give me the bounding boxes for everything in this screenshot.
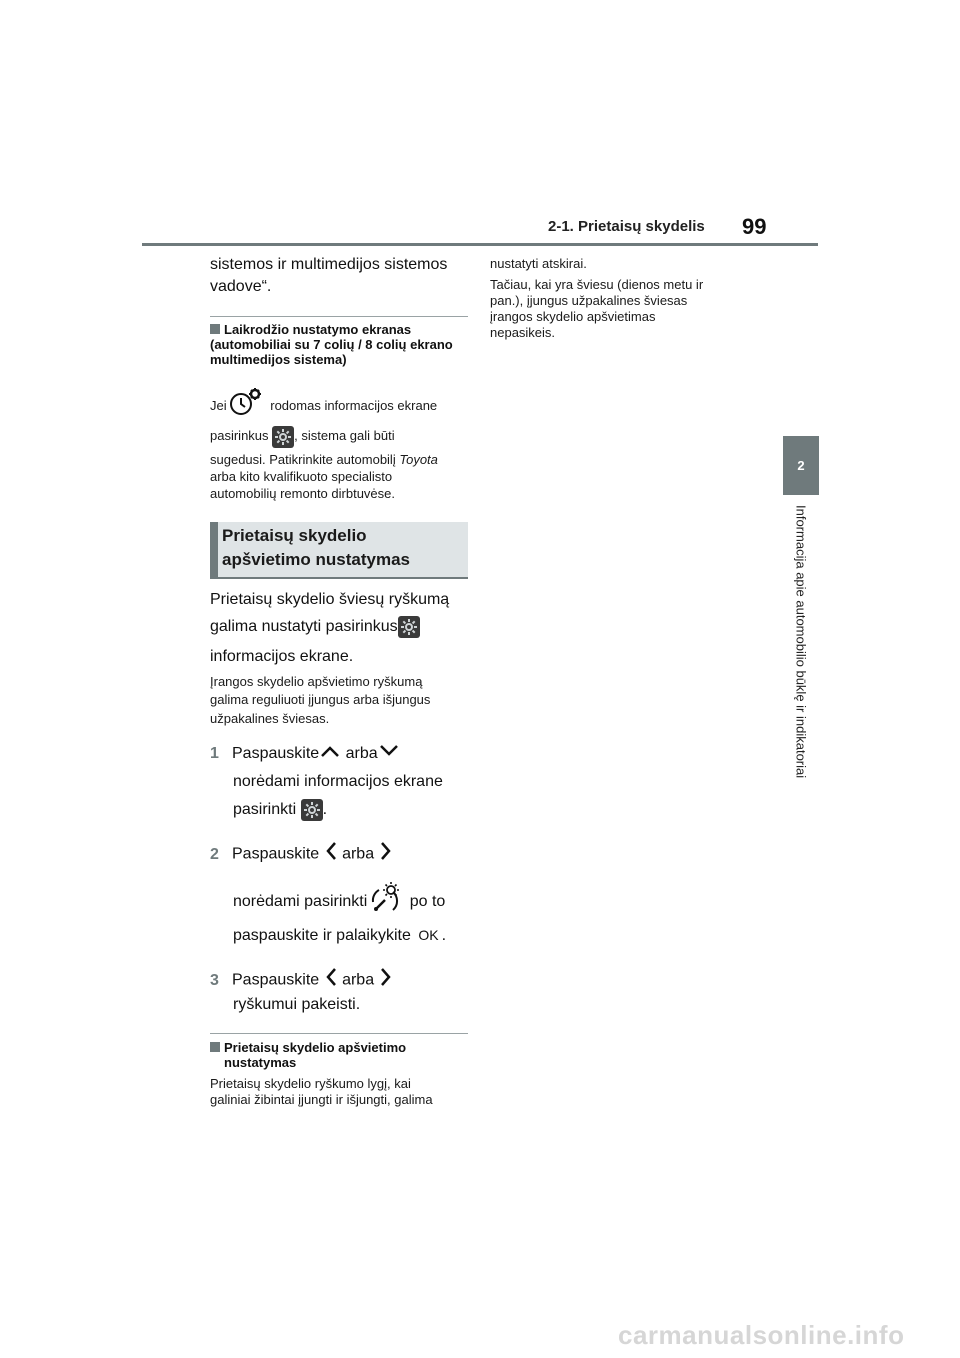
dim-heading xyxy=(210,1040,468,1070)
step-text: Paspauskite xyxy=(232,845,320,863)
chevron-left-icon xyxy=(324,840,338,869)
section-title-line-1: Prietaisų skydelio xyxy=(222,526,367,545)
clock-para-text: rodomas informacijos ekrane xyxy=(270,397,438,413)
clock-para-line-4: arba kito kvalifikuoto specialisto xyxy=(210,469,393,484)
page-number: 99 xyxy=(742,214,767,239)
body-line-1: Prietaisų skydelio šviesų ryškumą xyxy=(210,591,450,608)
clock-heading xyxy=(210,322,468,367)
ok-button-label: OK xyxy=(418,927,439,943)
intro-line-1: sistemos ir multimedijos sistemos xyxy=(210,256,448,273)
section-title-bar xyxy=(210,522,218,579)
step-2-line-3 xyxy=(233,924,473,947)
chevron-up-icon xyxy=(319,743,341,765)
step-2-line-2 xyxy=(233,880,473,921)
col2-line-1: nustatyti atskirai. xyxy=(490,256,587,271)
step-text: po to xyxy=(409,893,446,910)
step-text: arba xyxy=(342,971,375,989)
step-text: . xyxy=(322,801,328,819)
running-header: 2-1. Prietaisų skydelis xyxy=(548,218,705,235)
dim-heading-text: nustatymas xyxy=(224,1055,297,1070)
dim-para-line-1: Prietaisų skydelio ryškumo lygį, kai xyxy=(210,1076,411,1091)
step-number: 2 xyxy=(210,845,219,863)
step-3-line-1 xyxy=(210,966,468,995)
clock-para-text: Jei xyxy=(210,397,227,413)
col2-line-4: įrangos skydelio apšvietimas xyxy=(490,309,656,324)
brand-name: Toyota xyxy=(399,452,438,467)
intro-line-2: vadove“. xyxy=(210,278,272,295)
chapter-label: Informacija apie automobilio būklę ir indikatoriai xyxy=(793,505,809,779)
step-text: norėdami pasirinkti xyxy=(233,893,368,910)
clock-settings-icon xyxy=(227,388,267,425)
gear-icon xyxy=(272,426,294,448)
gear-icon xyxy=(398,616,420,638)
body-line-3: informacijos ekrane. xyxy=(210,648,354,665)
step-number: 1 xyxy=(210,745,219,763)
clock-para-line-3 xyxy=(210,452,468,468)
dim-para-line-2: galiniai žibintai įjungti ir išjungti, galima xyxy=(210,1092,433,1107)
step-text: Paspauskite xyxy=(232,971,320,989)
divider xyxy=(210,316,468,317)
body-text: galima nustatyti pasirinkus xyxy=(210,618,398,636)
chevron-left-icon xyxy=(324,966,338,995)
brightness-icon xyxy=(367,880,405,921)
col2-line-5: nepasikeis. xyxy=(490,325,556,340)
note-line-1: Įrangos skydelio apšvietimo ryškumą xyxy=(210,674,423,689)
note-line-2: galima reguliuoti įjungus arba išjungus xyxy=(210,692,431,707)
step-1-line-1 xyxy=(210,743,468,765)
gear-icon xyxy=(301,799,323,821)
clock-para-text: , sistema gali būti xyxy=(294,428,395,443)
chevron-down-icon xyxy=(378,743,400,765)
chapter-tab: 2 xyxy=(783,436,819,495)
col2-line-3: pan.), įjungus užpakalines šviesas xyxy=(490,293,688,308)
step-3-line-2: ryškumui pakeisti. xyxy=(233,996,361,1013)
step-1-line-3 xyxy=(233,799,468,821)
dim-heading-text: Prietaisų skydelio apšvietimo xyxy=(224,1040,407,1055)
section-title xyxy=(222,524,462,572)
square-bullet-icon xyxy=(210,324,220,334)
step-2-line-1 xyxy=(210,840,468,869)
step-text: . xyxy=(441,927,447,944)
step-1-line-2: norėdami informacijos ekrane xyxy=(233,773,443,790)
divider xyxy=(210,1033,468,1034)
col2-line-2: Tačiau, kai yra šviesu (dienos metu ir xyxy=(490,277,704,292)
body-line-2 xyxy=(210,616,468,638)
step-text: arba xyxy=(342,845,375,863)
clock-heading-text: Laikrodžio nustatymo ekranas (automobiliai su 7 colių / 8 colių ekrano multimedijos sistema) xyxy=(210,322,453,367)
chevron-right-icon xyxy=(379,966,393,995)
step-number: 3 xyxy=(210,971,219,989)
step-text: arba xyxy=(345,745,378,763)
note-line-3: užpakalines šviesas. xyxy=(210,711,330,726)
step-text: pasirinkti xyxy=(233,801,297,819)
clock-para-line-1 xyxy=(210,388,468,425)
clock-para-line-5: automobilių remonto dirbtuvėse. xyxy=(210,486,395,501)
step-text: paspauskite ir palaikykite xyxy=(233,927,411,944)
clock-para-line-2 xyxy=(210,424,468,448)
section-title-line-2: apšvietimo nustatymas xyxy=(222,550,411,569)
chevron-right-icon xyxy=(379,840,393,869)
step-text: Paspauskite xyxy=(232,745,320,763)
header-rule xyxy=(142,243,818,246)
clock-para-text: sugedusi. Patikrinkite automobilį xyxy=(210,452,396,467)
square-bullet-icon xyxy=(210,1042,220,1052)
watermark: carmanualsonline.info xyxy=(618,1320,905,1350)
clock-para-text: pasirinkus xyxy=(210,428,269,443)
